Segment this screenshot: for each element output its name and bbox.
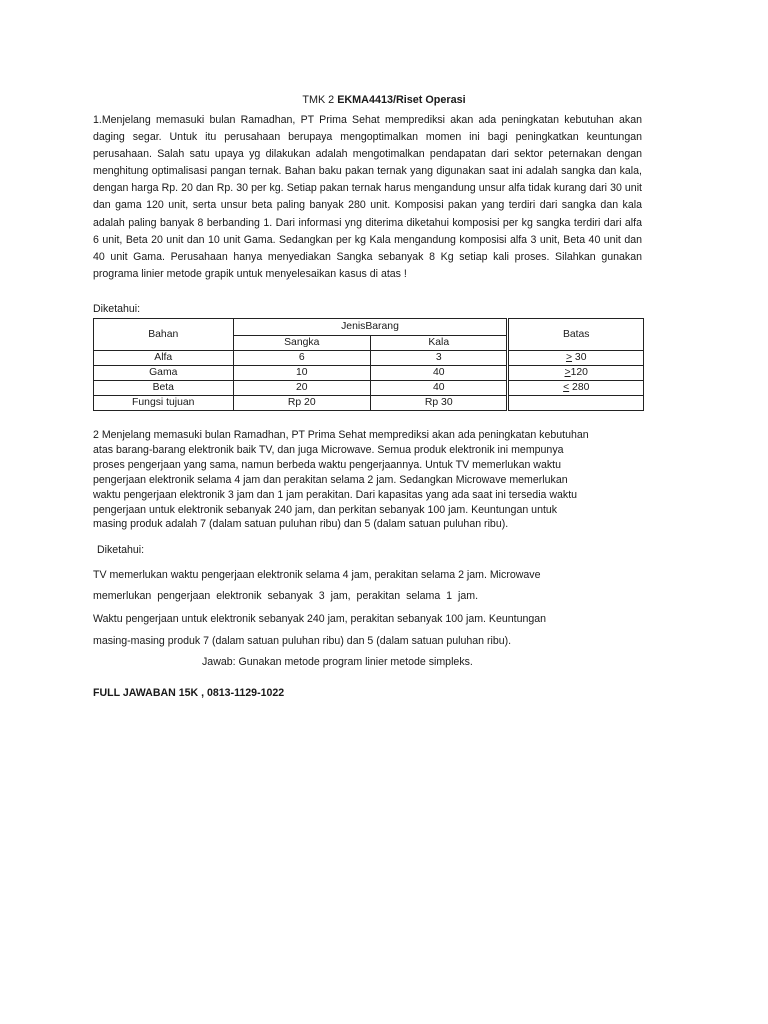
table-row: [94, 381, 644, 396]
composition-table: [93, 318, 644, 411]
title-course: EKMA4413/Riset Operasi: [337, 94, 466, 106]
cell-sangka: Rp 20: [233, 396, 371, 411]
title-prefix: TMK 2: [302, 94, 338, 106]
subheader-sangka: Sangka: [233, 336, 371, 351]
question-2-paragraph: [93, 428, 653, 532]
full-answer-contact: FULL JAWABAN 15K , 0813-1129-1022: [93, 687, 285, 699]
header-jenis-barang: JenisBarang: [233, 319, 508, 336]
q2-line: 2 Menjelang memasuki bulan Ramadhan, PT Prima Sehat memprediksi akan ada peningkatan kebutuhan: [93, 429, 589, 441]
given-line: memerlukan pengerjaan elektronik sebanyak 3 jam, perakitan selama 1 jam.: [93, 590, 479, 602]
answer-instruction: Jawab: Gunakan metode program linier metode simpleks.: [202, 656, 473, 668]
cell-bahan: Gama: [94, 366, 234, 381]
cell-kala: 40: [371, 381, 508, 396]
batas-value: 120: [570, 367, 588, 378]
cell-batas: [508, 366, 644, 381]
q2-line: atas barang-barang elektronik baik TV, dan juga Microwave. Semua produk elektronik ini mempunya: [93, 443, 564, 456]
diketahui-label-1: Diketahui:: [93, 303, 141, 315]
cell-bahan: Beta: [94, 381, 234, 396]
cell-sangka: 6: [233, 351, 371, 366]
batas-value: 30: [572, 352, 587, 363]
given-line: Waktu pengerjaan untuk elektronik sebanyak 240 jam, perakitan sebanyak 100 jam. Keuntungan: [93, 613, 547, 625]
header-bahan: Bahan: [94, 319, 234, 351]
cell-kala: 3: [371, 351, 508, 366]
cell-kala: 40: [371, 366, 508, 381]
document-title: [0, 94, 768, 106]
cell-batas: [508, 396, 644, 411]
cell-sangka: 20: [233, 381, 371, 396]
table-row: [94, 366, 644, 381]
subheader-kala: Kala: [371, 336, 508, 351]
table-row: [94, 396, 644, 411]
question-1-paragraph: 1.Menjelang memasuki bulan Ramadhan, PT Prima Sehat memprediksi akan ada peningkatan kebutuhan akan daging segar. Untuk itu perusahaan berupaya mengoptimalkan momen ini bagi peningkatkan keuntungan perusahaan. Salah satu upaya yg dilakukan adalah mengotimalkan pendapatan dari sektor peternakan dengan menghitung optimalisasi pangan ternak. Bahan baku pakan ternak yang digunakan saat ini adalah sangka dan kala, dengan harga Rp. 20 dan Rp. 30 per kg. Setiap pakan ternak harus mengandung unsur alfa tidak kurang dari 30 unit dan gama 120 unit, serta unsur beta paling banyak 280 unit. Komposisi pakan yang terdiri dari sangka dan kala adalah paling banyak 8 berbanding 1. Dari informasi yng diterima diketahui komposisi per kg sangka terdiri dari alfa 6 unit, Beta 20 unit dan 10 unit Gama. Sedangkan per kg Kala mengandung komposisi alfa 3 unit, Beta 40 unit dan 40 unit Gama. Perusahaan hanya menyediakan Sangka sebanyak 8 Kg setiap kali proses. Silahkan gunakan programa linier metode grapik untuk menyelesaikan kasus di atas !: [93, 114, 642, 280]
cell-bahan: Fungsi tujuan: [94, 396, 234, 411]
table-header-row: [94, 319, 644, 336]
batas-value: 280: [569, 382, 590, 393]
q2-line: pengerjaan untuk elektronik sebanyak 240 jam, dan perkitan sebanyak 100 jam. Keuntungan untuk: [93, 503, 558, 516]
diketahui-label-2: Diketahui:: [97, 544, 145, 556]
table-row: [94, 351, 644, 366]
given-line: masing-masing produk 7 (dalam satuan puluhan ribu) dan 5 (dalam satuan puluhan ribu).: [93, 635, 512, 647]
q2-line: pengerjaan elektronik selama 4 jam dan perakitan selama 2 jam. Sedangkan Microwave memerlukan: [93, 473, 568, 486]
cell-batas: [508, 381, 644, 396]
cell-kala: Rp 30: [371, 396, 508, 411]
header-batas: Batas: [508, 319, 644, 351]
batas-symbol: >: [564, 367, 571, 378]
given-line: TV memerlukan waktu pengerjaan elektronik selama 4 jam, perakitan selama 2 jam. Microwave: [93, 569, 541, 581]
batas-symbol: <: [563, 382, 570, 393]
q2-line: masing produk adalah 7 (dalam satuan puluhan ribu) dan 5 (dalam satuan puluhan ribu).: [93, 518, 509, 531]
cell-bahan: Alfa: [94, 351, 234, 366]
q2-line: proses pengerjaan yang sama, namun berbeda waktu pengerjaannya. Untuk TV memerlukan waktu: [93, 458, 561, 471]
q2-line: waktu pengerjaan elektronik 3 jam dan 1 jam perakitan. Dari kapasitas yang ada saat ini tersedia waktu: [93, 488, 578, 501]
cell-batas: [508, 351, 644, 366]
batas-symbol: >: [565, 352, 573, 363]
cell-sangka: 10: [233, 366, 371, 381]
